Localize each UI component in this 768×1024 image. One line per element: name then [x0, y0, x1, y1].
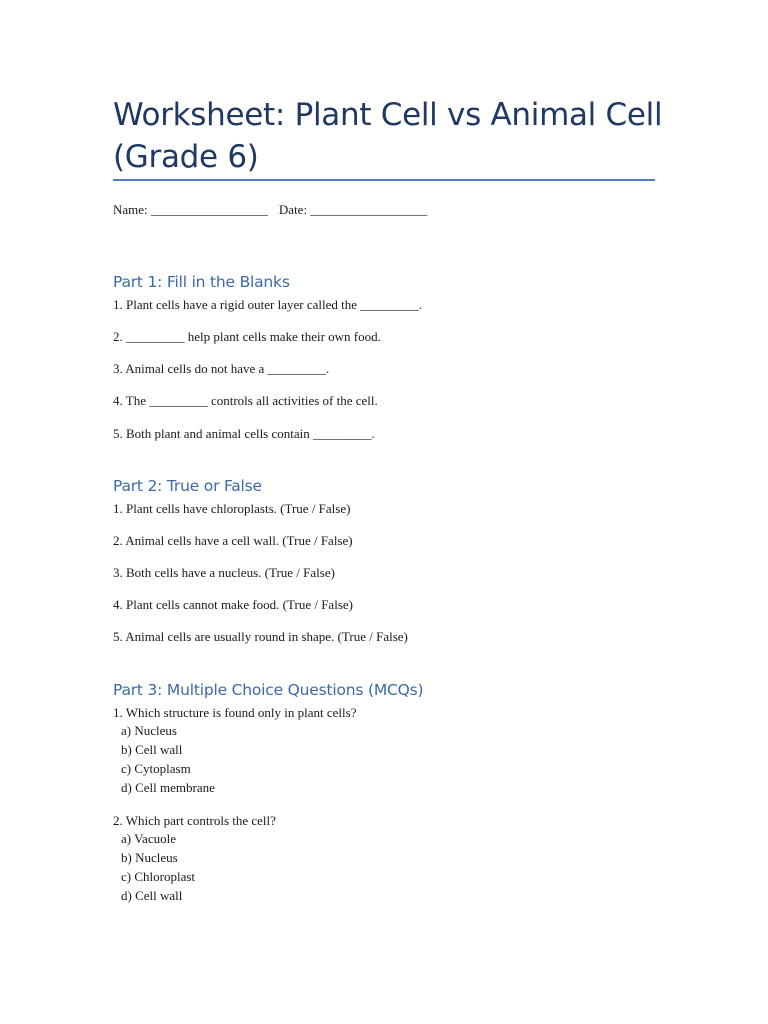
- mcq-option: a) Vacuole: [121, 831, 176, 846]
- part2-item: 3. Both cells have a nucleus. (True / False): [113, 565, 335, 580]
- part1-heading: Part 1: Fill in the Blanks: [113, 273, 290, 291]
- part1-item: 2. _________ help plant cells make their own food.: [113, 329, 381, 344]
- mcq-question-text: 1. Which structure is found only in plant cells?: [113, 705, 357, 720]
- mcq-question-1: [113, 705, 673, 797]
- part3-heading: Part 3: Multiple Choice Questions (MCQs): [113, 681, 424, 699]
- mcq-question-text: 2. Which part controls the cell?: [113, 813, 276, 828]
- part2-item: 1. Plant cells have chloroplasts. (True / False): [113, 501, 351, 516]
- mcq-question-2: [113, 813, 673, 905]
- date-field: Date: __________________: [278, 202, 428, 217]
- name-field: Name: __________________: [113, 202, 268, 217]
- mcq-option: c) Cytoplasm: [121, 761, 191, 776]
- mcq-option: d) Cell wall: [121, 888, 183, 903]
- part1-item: 4. The _________ controls all activities of the cell.: [113, 393, 378, 408]
- part1-item: 1. Plant cells have a rigid outer layer called the _________.: [113, 297, 423, 312]
- worksheet-title: Worksheet: Plant Cell vs Animal Cell (Grade 6): [113, 97, 663, 175]
- part2-item: 2. Animal cells have a cell wall. (True / False): [113, 533, 353, 548]
- mcq-option: b) Cell wall: [121, 742, 183, 757]
- part1-section: [113, 272, 673, 292]
- mcq-option: a) Nucleus: [121, 723, 177, 738]
- part1-item: 5. Both plant and animal cells contain _________.: [113, 426, 375, 441]
- part2-heading: Part 2: True or False: [113, 477, 262, 495]
- part2-section: [113, 476, 673, 496]
- part1-item: 3. Animal cells do not have a _________.: [113, 361, 330, 376]
- mcq-option: b) Nucleus: [121, 850, 178, 865]
- part3-section: [113, 680, 673, 700]
- title-underline: [113, 179, 655, 181]
- part2-item: 5. Animal cells are usually round in shape. (True / False): [113, 629, 408, 644]
- mcq-option: d) Cell membrane: [121, 780, 215, 795]
- part2-item: 4. Plant cells cannot make food. (True / False): [113, 597, 353, 612]
- student-info-line: [113, 202, 427, 218]
- mcq-option: c) Chloroplast: [121, 869, 196, 884]
